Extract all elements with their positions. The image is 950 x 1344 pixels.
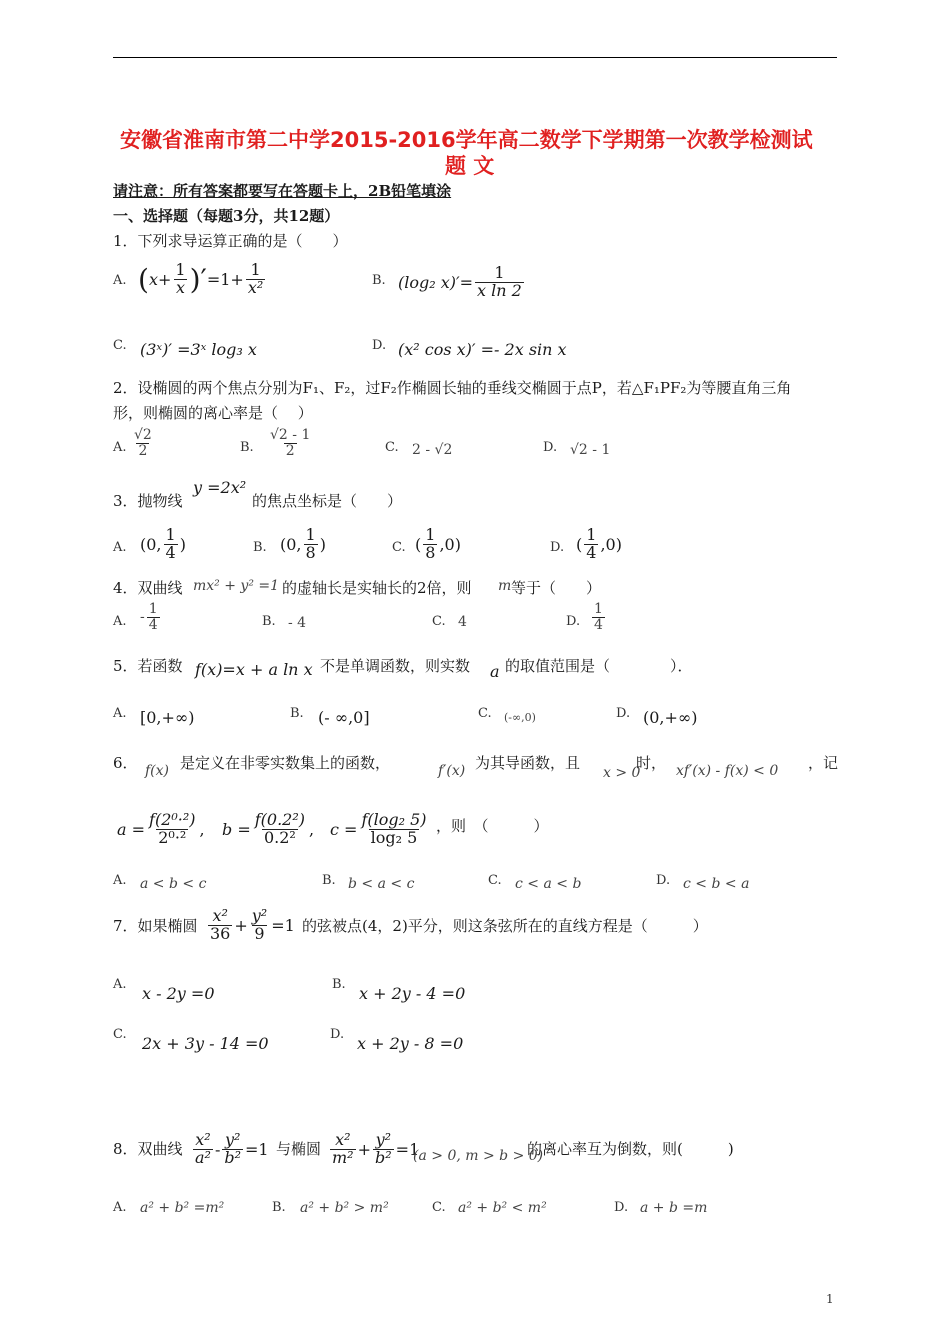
q3-c-num: 1 [425, 525, 436, 544]
q3-d-left: ( [576, 534, 583, 554]
q8-e-yden: b² [375, 1147, 392, 1167]
q8-stem-pre: 8．双曲线 [113, 1140, 183, 1158]
q6-option-a: a < b < c [140, 876, 207, 892]
q4-a-sign: - [140, 609, 145, 626]
q8-e-xnum: x² [335, 1130, 351, 1149]
q3-option-d [576, 527, 622, 562]
q6-option-d: c < b < a [683, 876, 750, 892]
q8-condition: (a > 0, m > b > 0) [413, 1148, 544, 1164]
q4-option-c-label: C. [432, 614, 446, 629]
q6-cond: x > 0 [603, 765, 641, 781]
q6-text2: 为其导函数，且 [475, 754, 581, 772]
q2-stem-line1: 2．设椭圆的两个焦点分别为F₁、F₂，过F₂作椭圆长轴的垂线交椭圆于点P，若△F₁PF₂为等腰直角三角 [113, 379, 792, 397]
q1-b-eq: = [459, 272, 474, 292]
q3-stem-post: 的焦点坐标是（ ） [252, 492, 403, 510]
q4-a-num: 1 [148, 601, 158, 617]
q1-b-num: 1 [494, 263, 505, 282]
q8-option-c-label: C. [432, 1200, 446, 1215]
q6-a-lhs: a = [117, 819, 146, 839]
q8-ellipse-eq [328, 1132, 419, 1167]
q1-option-c: (3ˣ)′ =3ˣ log₃ x [140, 340, 257, 359]
section-heading: 一、选择题（每题3分，共12题） [113, 207, 340, 225]
q3-option-d-label: D. [550, 540, 565, 555]
q5-stem-mid: 不是单调函数，则实数 [320, 657, 471, 675]
q8-minus: - [214, 1139, 221, 1159]
q6-expr-b: b = $\frac{\text{f(0.2²)}}{\text{0.2²}}$ , [222, 810, 315, 847]
q4-a-den: 4 [148, 616, 158, 633]
q6-ineq: xf′(x) - f(x) < 0 [676, 763, 779, 779]
q4-stem-pre: 4．双曲线 [113, 579, 183, 597]
q3-option-a-label: A. [113, 540, 127, 555]
q7-option-c-label: C. [113, 1027, 127, 1042]
q4-option-a [140, 602, 162, 632]
q5-option-a-label: A. [113, 706, 127, 721]
q2-stem-line2: 形，则椭圆的离心率是（ ） [113, 404, 313, 422]
header-rule [113, 57, 837, 58]
q3-b-num: 1 [305, 525, 316, 544]
q7-eq: =1 [271, 915, 295, 935]
q1-a-rhs: =1+ [206, 269, 244, 289]
q7-ellipse-eq [206, 908, 295, 943]
q1-a-num: 1 [175, 260, 186, 279]
page-number: 1 [826, 1292, 834, 1306]
q6-a-num: f(2⁰·²) [149, 810, 196, 829]
q4-stem-post: 等于（ ） [511, 579, 602, 597]
q1-a-num2: 1 [250, 260, 261, 279]
q7-option-a-label: A. [113, 977, 127, 992]
q2-a-num: √2 [134, 427, 152, 443]
q2-b-num: √2 - 1 [270, 427, 311, 443]
q2-option-d-label: D. [543, 440, 558, 455]
q2-option-d: √2 - 1 [570, 442, 611, 458]
q5-option-a: [0,+∞) [140, 708, 195, 727]
q3-b-den: 8 [305, 542, 316, 562]
q8-option-a-label: A. [113, 1200, 127, 1215]
q8-hyperbola-eq [191, 1132, 269, 1167]
q8-option-c: a² + b² < m² [458, 1200, 547, 1216]
q6-option-d-label: D. [656, 873, 671, 888]
q6-expr-c [330, 812, 431, 847]
q4-option-a-label: A. [113, 614, 127, 629]
q4-d-num: 1 [594, 601, 603, 617]
q5-stem-post: 的取值范围是（ ）． [505, 657, 693, 675]
q2-option-b [266, 428, 314, 458]
q3-c-right: ,0) [439, 534, 461, 554]
notice: 请注意：所有答案都要写在答题卡上，2B铅笔填涂 [113, 182, 452, 200]
q1-b-den: x ln 2 [477, 280, 522, 300]
q6-option-a-label: A. [113, 873, 127, 888]
q3-a-den: 4 [165, 542, 176, 562]
q5-option-d: (0,+∞) [643, 708, 698, 727]
q5-stem-pre: 5．若函数 [113, 657, 183, 675]
q6-number: 6． [113, 754, 138, 772]
q8-option-a: a² + b² =m² [140, 1200, 225, 1216]
q6-b-num: f(0.2²) [254, 810, 305, 829]
q8-e-eq: =1 [395, 1139, 420, 1159]
q2-option-c-label: C. [385, 440, 399, 455]
q6-b-lhs: b = [222, 819, 251, 839]
q3-option-a [140, 527, 186, 562]
q3-d-num: 1 [586, 525, 597, 544]
q6-fprime: f′(x) [438, 763, 466, 779]
q4-option-c: 4 [458, 614, 467, 630]
q1-a-den2: x² [247, 277, 264, 297]
q6-text1: 是定义在非零实数集上的函数， [180, 754, 391, 772]
q5-option-b: (- ∞,0] [318, 708, 370, 727]
q6-text4: ，记 [808, 754, 839, 772]
q1-b-lhs: (log₂ x)′ [398, 272, 460, 292]
q1-option-a-label: A. [113, 273, 127, 288]
q3-b-left: (0, [280, 534, 302, 554]
q8-h-yden: b² [224, 1147, 242, 1167]
q4-option-b: - 4 [288, 615, 307, 631]
q3-stem-eq: y =2x² [193, 478, 247, 497]
q8-e-xden: m² [332, 1147, 354, 1167]
q6-then: ，则 （ ） [436, 817, 549, 835]
q2-option-b-label: B. [240, 440, 254, 455]
q1-option-b-label: B. [372, 273, 386, 288]
q7-option-a: x - 2y =0 [142, 984, 215, 1003]
q3-option-b-label: B. [253, 540, 267, 555]
q3-a-right: ) [179, 534, 186, 554]
q5-option-c: (-∞,0) [504, 711, 536, 724]
q3-c-den: 8 [425, 542, 436, 562]
q6-c-lhs: c = [330, 819, 358, 839]
q7-option-c: 2x + 3y - 14 =0 [142, 1034, 269, 1053]
q6-text3: 时， [636, 754, 667, 772]
q3-d-den: 4 [586, 542, 597, 562]
q2-option-a-label: A. [113, 440, 127, 455]
q3-d-right: ,0) [600, 534, 622, 554]
q3-b-right: ) [319, 534, 326, 554]
q1-option-d: (x² cos x)′ =- 2x sin x [398, 340, 567, 359]
q8-h-ynum: y² [224, 1130, 241, 1149]
q8-option-d-label: D. [614, 1200, 629, 1215]
q2-option-c: 2 - √2 [412, 442, 453, 458]
q8-h-eq: =1 [245, 1139, 269, 1159]
q4-option-b-label: B. [262, 614, 276, 629]
q6-b-den: 0.2² [263, 827, 296, 847]
q4-stem-m: m [498, 578, 512, 594]
q6-c-num: f(log₂ 5) [361, 810, 427, 829]
q3-a-num: 1 [165, 525, 176, 544]
q4-option-d-label: D. [566, 614, 581, 629]
q7-y-den: 9 [254, 923, 265, 943]
q7-stem-post: 的弦被点(4，2)平分，则这条弦所在的直线方程是（ ） [302, 917, 708, 935]
q3-c-left: ( [415, 534, 422, 554]
q8-option-d: a + b =m [640, 1200, 708, 1216]
q1-option-b [398, 265, 526, 300]
q3-a-left: (0, [140, 534, 162, 554]
q7-x-den: 36 [210, 923, 231, 943]
q5-stem-a: a [490, 662, 500, 681]
q2-b-den: 2 [285, 442, 295, 459]
q7-stem-pre: 7．如果椭圆 [113, 917, 198, 935]
q8-option-b-label: B. [272, 1200, 286, 1215]
q7-x-num: x² [212, 906, 228, 925]
q1-stem: 1．下列求导运算正确的是（ ） [113, 232, 348, 250]
q1-option-a: ( x + $\frac{1}{x}$ )′ =1+ $\frac{1}{\text{x²}}$ [138, 260, 264, 297]
q6-option-c-label: C. [488, 873, 502, 888]
q5-stem-eq: f(x)=x + a ln x [195, 660, 313, 679]
q8-e-ynum: y² [375, 1130, 392, 1149]
q6-c-den: log₂ 5 [370, 827, 418, 847]
q4-stem-eq: mx² + y² =1 [193, 578, 280, 594]
q6-option-b: b < a < c [348, 876, 415, 892]
q1-a-x: x [148, 269, 158, 289]
q6-expr-a: a = $\frac{\text{f(2⁰·²)}}{\text{2⁰·²}}$ , [117, 810, 205, 847]
q6-f: f(x) [145, 763, 170, 779]
q3-stem-pre: 3．抛物线 [113, 492, 183, 510]
q5-option-b-label: B. [290, 706, 304, 721]
q6-option-b-label: B. [322, 873, 336, 888]
q6-a-den: 2⁰·² [158, 827, 187, 847]
q5-option-d-label: D. [616, 706, 631, 721]
q8-h-xden: a² [195, 1147, 211, 1167]
q8-stem-post: 的离心率互为倒数，则( ) [527, 1140, 734, 1158]
q1-a-den: x [175, 277, 185, 297]
q3-option-c [415, 527, 461, 562]
q1-option-c-label: C. [113, 338, 127, 353]
q7-option-d: x + 2y - 8 =0 [357, 1034, 464, 1053]
q8-option-b: a² + b² > m² [300, 1200, 389, 1216]
q1-a-plus: + [157, 269, 172, 289]
q6-option-c: c < a < b [515, 876, 582, 892]
q2-a-den: 2 [138, 442, 148, 459]
q4-stem-mid: 的虚轴长是实轴长的2倍，则 [282, 579, 472, 597]
document-title-line1: 安徽省淮南市第二中学2015-2016学年高二数学下学期第一次教学检测试 [120, 128, 813, 152]
q8-stem-mid: 与椭圆 [276, 1140, 322, 1158]
q7-option-b: x + 2y - 4 =0 [359, 984, 466, 1003]
q7-y-num: y² [251, 906, 268, 925]
q4-d-den: 4 [594, 616, 603, 633]
q7-plus: + [234, 915, 248, 935]
q3-option-b [280, 527, 326, 562]
q8-h-xnum: x² [195, 1130, 211, 1149]
q8-plus: + [357, 1139, 371, 1159]
q2-option-a [130, 428, 156, 458]
q4-option-d [590, 602, 607, 632]
q1-option-d-label: D. [372, 338, 387, 353]
document-title-line2: 题 文 [445, 154, 495, 178]
q7-option-b-label: B. [332, 977, 346, 992]
q7-option-d-label: D. [330, 1027, 345, 1042]
q5-option-c-label: C. [478, 706, 492, 721]
q3-option-c-label: C. [392, 540, 406, 555]
